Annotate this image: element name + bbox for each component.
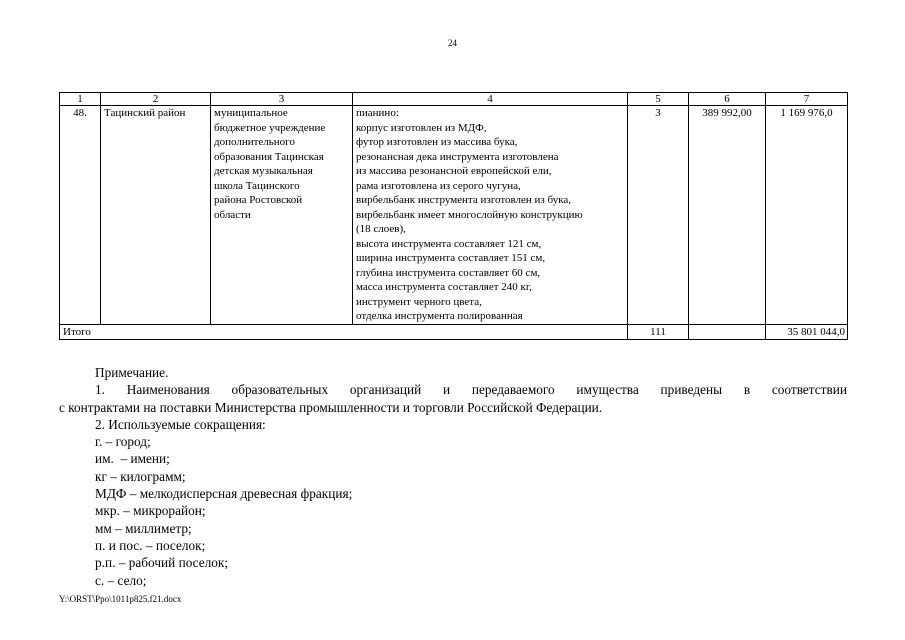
org-line: образования Тацинская (214, 150, 324, 163)
note-item-1-line-2: с контрактами на поставки Министерства промышленности и торговли Российской Федерации. (59, 399, 603, 415)
desc-line: глубина инструмента составляет 60 см, (356, 266, 541, 279)
footer-file-path: Y:\ORST\Ppo\1011p825.f21.docx (59, 594, 182, 604)
notes-section (59, 364, 847, 589)
property-table (59, 92, 848, 340)
header-cell: 5 (628, 93, 689, 106)
price-cell: 389 992,00 (689, 106, 766, 325)
desc-line: рама изготовлена из серого чугуна, (356, 179, 521, 192)
abbreviation-item: кг – килограмм; (95, 468, 186, 484)
total-quantity: 111 (628, 324, 689, 340)
note-item-2: 2. Используемые сокращения: (95, 416, 266, 432)
note-item-1-line-1: 1. Наименования образовательных организаций и передаваемого имущества приведены в соответствии (95, 382, 847, 398)
header-cell: 2 (101, 93, 211, 106)
header-cell: 7 (766, 93, 848, 106)
desc-line: инструмент черного цвета, (356, 295, 482, 308)
desc-line: вирбельбанк имеет многослойную конструкцию (356, 208, 583, 221)
org-line: детская музыкальная (214, 165, 313, 177)
org-line: школа Тацинского (214, 179, 300, 192)
header-cell: 4 (353, 93, 628, 106)
desc-line: пианино: (356, 107, 399, 119)
org-line: дополнительного (214, 136, 295, 148)
abbreviation-item: им. – имени; (95, 451, 170, 467)
org-line: района Ростовской (214, 194, 303, 206)
desc-line: корпус изготовлен из МДФ, (356, 121, 487, 134)
table-row (60, 106, 848, 325)
desc-line: из массива резонансной европейской ели, (356, 165, 552, 177)
row-number: 48. (60, 106, 101, 325)
abbreviation-item: с. – село; (95, 572, 147, 588)
notes-title: Примечание. (95, 365, 169, 380)
total-sum: 35 801 044,0 (766, 324, 848, 340)
abbreviation-item: п. и пос. – поселок; (95, 537, 206, 553)
org-line: области (214, 208, 251, 221)
total-row (60, 324, 848, 340)
org-line: бюджетное учреждение (214, 121, 326, 134)
abbreviation-item: р.п. – рабочий поселок; (95, 555, 229, 571)
org-line: муниципальное (214, 107, 288, 119)
page-number: 24 (448, 38, 457, 48)
description-cell (353, 106, 628, 325)
header-cell: 1 (60, 93, 101, 106)
desc-line: отделка инструмента полированная (356, 310, 523, 322)
abbreviation-item: мм – миллиметр; (95, 520, 192, 536)
desc-line: масса инструмента составляет 240 кг, (356, 281, 532, 293)
desc-line: футор изготовлен из массива бука, (356, 136, 518, 148)
abbreviation-item: г. – город; (95, 434, 151, 450)
abbreviation-item: мкр. – микрорайон; (95, 503, 206, 519)
total-label: Итого (60, 324, 628, 340)
sum-cell: 1 169 976,0 (766, 106, 848, 325)
district-cell: Тацинский район (101, 106, 211, 325)
total-empty-cell (689, 324, 766, 340)
desc-line: высота инструмента составляет 121 см, (356, 237, 542, 250)
abbreviation-item: МДФ – мелкодисперсная древесная фракция; (95, 486, 353, 502)
table-header-row (60, 93, 848, 106)
quantity-cell: 3 (628, 106, 689, 325)
desc-line: резонансная дека инструмента изготовлена (356, 150, 559, 163)
desc-line: ширина инструмента составляет 151 см, (356, 252, 546, 264)
desc-line: (18 слоев), (356, 223, 406, 235)
desc-line: вирбельбанк инструмента изготовлен из бука, (356, 194, 572, 206)
organization-cell (211, 106, 353, 325)
header-cell: 6 (689, 93, 766, 106)
header-cell: 3 (211, 93, 353, 106)
